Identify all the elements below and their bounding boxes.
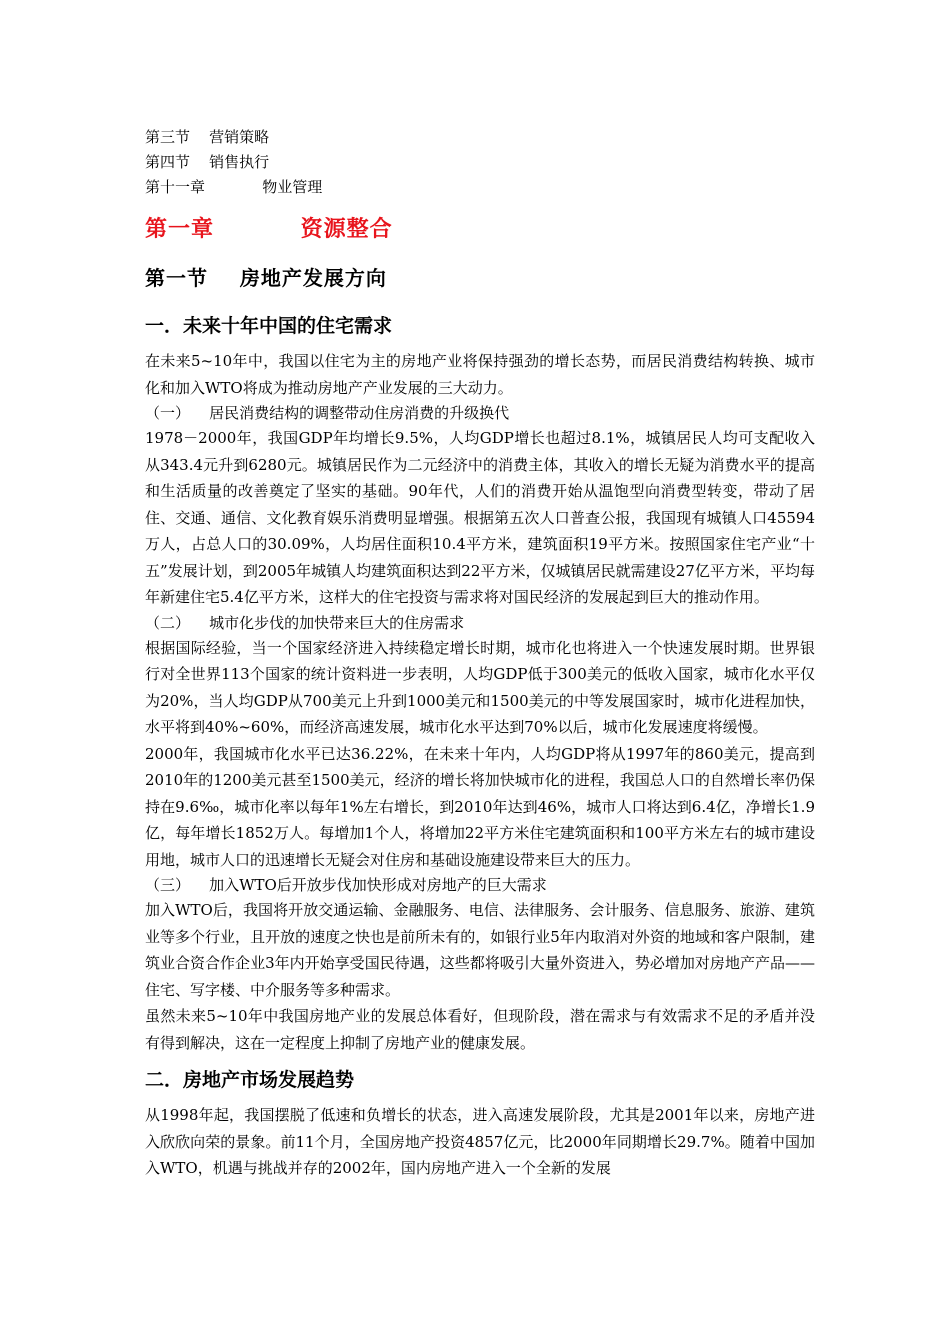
list-heading: （三） 加入WTO后开放步伐加快形成对房地产的巨大需求 xyxy=(145,876,547,894)
section-title: 第一节 房地产发展方向 xyxy=(145,266,387,290)
paragraph: 2000年，我国城市化水平已达36.22%，在未来十年内，人均GDP将从1997年的860美元，提高到2010年的1200美元甚至1500美元，经济的增长将加快城市化的进程，我国总人口的自然增长率仍保持在9.6‰，城市化率以每年1%左右增长，到2010年达到46%，城市人口将达到6.4亿，净增长1.9亿，每年增长1852万人。每增加1个人，将增加22平方米住宅建筑面积和100平方米左右的城市建设用地，城市人口的迅速增长无疑会对住房和基础设施建设带来巨大的压力。 xyxy=(145,744,815,869)
toc-line: 第三节 营销策略 xyxy=(145,128,270,146)
subsection-title: 一．未来十年中国的住宅需求 xyxy=(145,315,393,337)
paragraph: 1978－2000年，我国GDP年均增长9.5%，人均GDP增长也超过8.1%，城镇居民人均可支配收入从343.4元升到6280元。城镇居民作为二元经济中的消费主体，其收入的增长无疑为消费水平的提高和生活质量的改善奠定了坚实的基础。90年代，人们的消费开始从温饱型向消费型转变，带动了居住、交通、通信、文化教育娱乐消费明显增强。根据第五次人口普查公报，我国现有城镇人口45594万人，占总人口的30.09%，人均居住面积10.4平方米，建筑面积19平方米。按照国家住宅产业“十五”发展计划，到2005年城镇人均建筑面积达到22平方米，仅城镇居民就需建设27亿平方米，平均每年新建住宅5.4亿平方米，这样大的住宅投资与需求将对国民经济的发展起到巨大的推动作用。 xyxy=(145,429,815,606)
paragraph: 根据国际经验，当一个国家经济进入持续稳定增长时期，城市化也将进入一个快速发展时期。世界银行对全世界113个国家的统计资料进一步表明，人均GDP低于300美元的低收入国家，城市化水平仅为20%，当人均GDP从700美元上升到1000美元和1500美元的中等发展国家时，城市化进程加快，水平将到40%~60%，而经济高速发展，城市化水平达到70%以后，城市化发展速度将缓慢。 xyxy=(145,638,815,736)
paragraph: 虽然未来5~10年中我国房地产业的发展总体看好，但现阶段，潜在需求与有效需求不足的矛盾并没有得到解决，这在一定程度上抑制了房地产业的健康发展。 xyxy=(145,1007,815,1052)
list-heading: （一） 居民消费结构的调整带动住房消费的升级换代 xyxy=(145,404,510,422)
toc-line: 第四节 销售执行 xyxy=(145,153,270,171)
toc-line: 第十一章 物业管理 xyxy=(145,178,323,196)
paragraph: 加入WTO后，我国将开放交通运输、金融服务、电信、法律服务、会计服务、信息服务、旅游、建筑业等多个行业，且开放的速度之快也是前所未有的，如银行业5年内取消对外资的地域和客户限制，建筑业合资合作企业3年内开始享受国民待遇，这些都将吸引大量外资进入，势必增加对房地产产品——住宅、写字楼、中介服务等多种需求。 xyxy=(145,901,815,999)
document-body xyxy=(145,125,815,1182)
paragraph: 在未来5~10年中，我国以住宅为主的房地产业将保持强劲的增长态势，而居民消费结构转换、城市化和加入WTO将成为推动房地产产业发展的三大动力。 xyxy=(145,352,815,397)
paragraph: 从1998年起，我国摆脱了低速和负增长的状态，进入高速发展阶段，尤其是2001年以来，房地产进入欣欣向荣的景象。前11个月，全国房地产投资4857亿元，比2000年同期增长29.7%。随着中国加入WTO，机遇与挑战并存的2002年，国内房地产进入一个全新的发展 xyxy=(145,1106,815,1177)
chapter-title: 第一章 资源整合 xyxy=(145,216,393,242)
list-heading: （二） 城市化步伐的加快带来巨大的住房需求 xyxy=(145,613,465,632)
subsection-title: 二．房地产市场发展趋势 xyxy=(145,1069,355,1091)
